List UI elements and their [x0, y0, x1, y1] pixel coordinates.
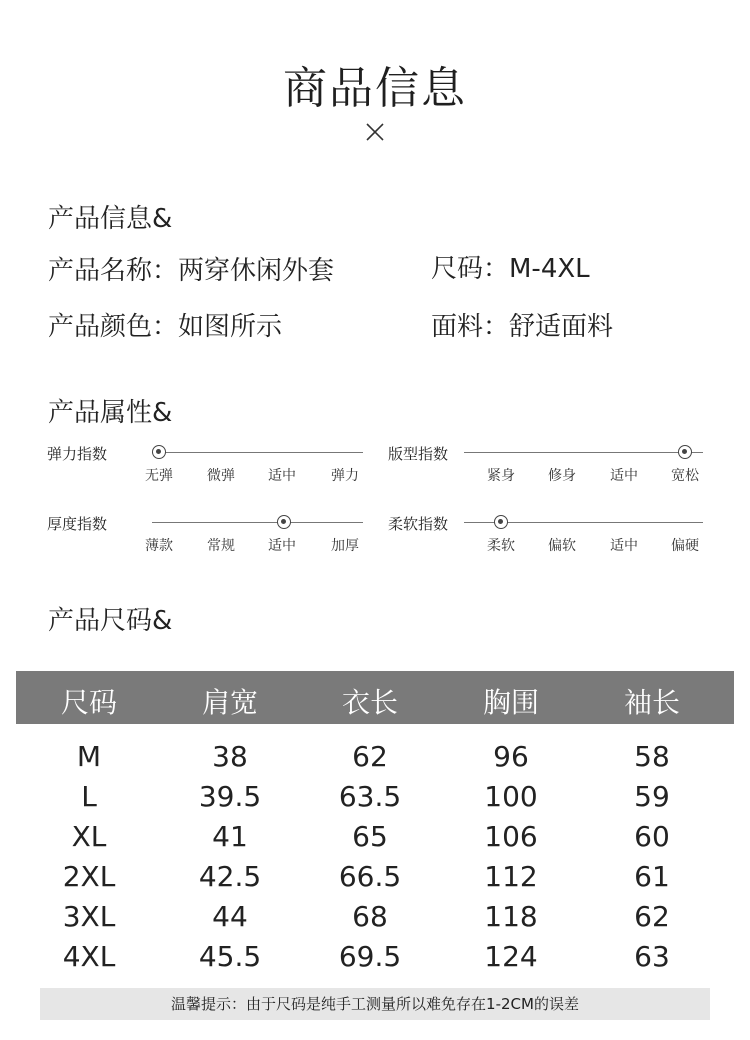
table-cell: 41	[212, 820, 248, 853]
attribute-label: 柔软指数	[388, 515, 449, 533]
size-table-header	[16, 671, 734, 724]
table-cell: 69.5	[338, 940, 402, 973]
attribute-scale-4	[388, 513, 713, 553]
table-cell: 42.5	[198, 860, 262, 893]
product-name: 产品名称：两穿休闲外套	[48, 256, 335, 286]
attribute-track	[152, 522, 363, 523]
table-cell: 44	[212, 900, 248, 933]
attribute-tick-label: 适中	[610, 468, 638, 484]
info-heading: 产品信息&	[48, 204, 173, 234]
table-row	[0, 780, 750, 820]
measurement-note: 温馨提示：由于尺码是纯手工测量所以难免存在1-2CM的误差	[40, 988, 710, 1020]
table-cell: 106	[484, 820, 538, 853]
table-cell: XL	[71, 820, 107, 853]
attribute-tick-label: 紧身	[487, 468, 515, 484]
table-cell: 124	[484, 940, 538, 973]
table-cell: 118	[484, 900, 538, 933]
attribute-tick-label: 弹力	[331, 468, 359, 484]
product-fabric: 面料：舒适面料	[431, 312, 614, 342]
attribute-scale-1	[47, 443, 373, 483]
attribute-tick-label: 无弹	[145, 468, 173, 484]
table-cell: 63	[634, 940, 670, 973]
attribute-scale-3	[47, 513, 373, 553]
attributes-heading: 产品属性&	[48, 398, 173, 428]
attribute-label: 厚度指数	[47, 515, 108, 533]
table-cell: 45.5	[198, 940, 262, 973]
size-table-column-header: 衣长	[341, 686, 399, 719]
table-cell: 3XL	[62, 900, 116, 933]
table-cell: 62	[352, 740, 388, 773]
table-row	[0, 820, 750, 860]
table-cell: 66.5	[338, 860, 402, 893]
attribute-tick-label: 常规	[207, 538, 235, 554]
table-cell: 63.5	[338, 780, 402, 813]
size-table-column-header: 肩宽	[201, 686, 259, 719]
close-icon	[363, 120, 387, 144]
attribute-tick-label: 薄款	[145, 538, 173, 554]
table-cell: 4XL	[62, 940, 116, 973]
attribute-tick-label: 修身	[548, 468, 576, 484]
table-cell: 2XL	[62, 860, 116, 893]
attribute-marker	[494, 515, 508, 529]
table-cell: 39.5	[198, 780, 262, 813]
table-cell: 61	[634, 860, 670, 893]
table-cell: 58	[634, 740, 670, 773]
table-cell: 62	[634, 900, 670, 933]
table-cell: 65	[352, 820, 388, 853]
attribute-tick-label: 加厚	[331, 538, 359, 554]
table-cell: L	[81, 780, 97, 813]
attribute-tick-label: 适中	[268, 468, 296, 484]
table-cell: 59	[634, 780, 670, 813]
size-table-column-header: 尺码	[60, 686, 118, 719]
table-cell: 100	[484, 780, 538, 813]
table-cell: 38	[212, 740, 248, 773]
attribute-marker	[678, 445, 692, 459]
table-cell: M	[76, 740, 102, 773]
sizes-heading: 产品尺码&	[48, 606, 173, 636]
attribute-tick-label: 适中	[610, 538, 638, 554]
table-cell: 68	[352, 900, 388, 933]
attribute-tick-label: 偏软	[548, 538, 576, 554]
attribute-tick-label: 微弹	[207, 468, 235, 484]
attribute-label: 版型指数	[388, 445, 449, 463]
table-row	[0, 740, 750, 780]
table-cell: 60	[634, 820, 670, 853]
product-size-range: 尺码：M-4XL	[431, 254, 590, 284]
product-color: 产品颜色：如图所示	[48, 312, 283, 342]
attribute-marker	[152, 445, 166, 459]
table-cell: 96	[493, 740, 529, 773]
size-table-column-header: 袖长	[623, 686, 681, 719]
attribute-marker	[277, 515, 291, 529]
table-row	[0, 940, 750, 980]
table-cell: 112	[484, 860, 538, 893]
attribute-track	[152, 452, 363, 453]
attribute-scale-2	[388, 443, 713, 483]
attribute-tick-label: 偏硬	[671, 538, 699, 554]
page-title: 商品信息	[283, 63, 467, 114]
table-row	[0, 860, 750, 900]
attribute-tick-label: 柔软	[487, 538, 515, 554]
attribute-tick-label: 适中	[268, 538, 296, 554]
size-table-column-header: 胸围	[482, 686, 540, 719]
attribute-tick-label: 宽松	[671, 468, 699, 484]
table-row	[0, 900, 750, 940]
attribute-label: 弹力指数	[47, 445, 108, 463]
attribute-track	[464, 452, 703, 453]
